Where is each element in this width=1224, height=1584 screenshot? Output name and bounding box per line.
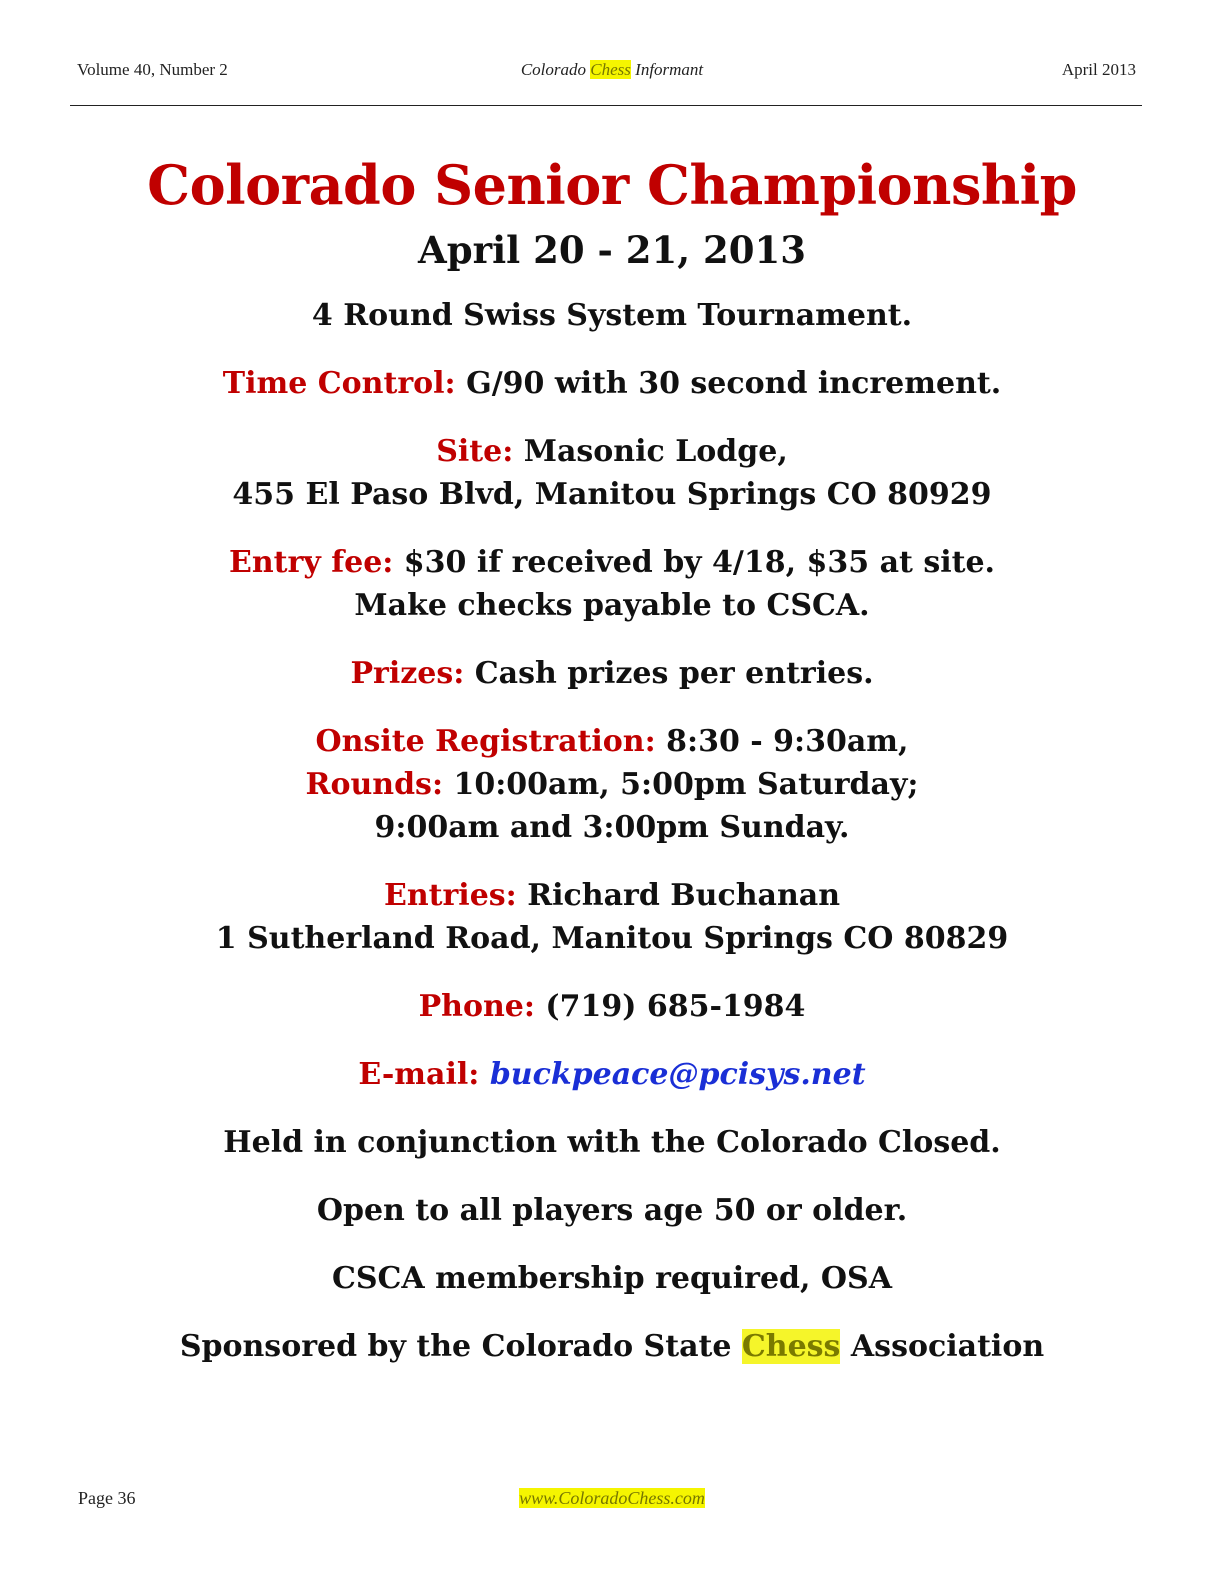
header-publication xyxy=(0,60,1224,80)
rounds-line2: 9:00am and 3:00pm Sunday. xyxy=(374,810,850,846)
time-control xyxy=(0,362,1224,405)
prizes-info xyxy=(0,652,1224,695)
rounds-label: Rounds: xyxy=(305,767,444,803)
sponsor-highlight: Chess xyxy=(741,1329,841,1365)
site-label: Site: xyxy=(436,434,514,470)
header-volume: Volume 40, Number 2 xyxy=(77,60,228,79)
prizes-value: Cash prizes per entries. xyxy=(464,656,874,692)
tournament-format: 4 Round Swiss System Tournament. xyxy=(311,298,913,334)
entry-fee-label: Entry fee: xyxy=(228,545,394,581)
footer-website-wrap xyxy=(0,1488,1224,1509)
entries-contact: Richard Buchanan xyxy=(516,878,841,914)
entries-label: Entries: xyxy=(383,878,517,914)
site-name: Masonic Lodge, xyxy=(513,434,788,470)
email-link[interactable]: buckpeace@pcisys.net xyxy=(489,1057,866,1093)
note-membership: CSCA membership required, OSA xyxy=(331,1261,892,1297)
entry-fee-info xyxy=(0,541,1224,627)
flyer-content xyxy=(0,150,1224,1393)
rounds-value: 10:00am, 5:00pm Saturday; xyxy=(443,767,919,803)
time-control-value: G/90 with 30 second increment. xyxy=(455,366,1002,402)
header-publication-post: Informant xyxy=(630,60,704,79)
footer-website-link[interactable]: www.ColoradoChess.com xyxy=(519,1488,705,1508)
site-address: 455 El Paso Blvd, Manitou Springs CO 80929 xyxy=(232,477,992,513)
entries-address: 1 Sutherland Road, Manitou Springs CO 80829 xyxy=(215,921,1009,957)
time-control-label: Time Control: xyxy=(222,366,456,402)
registration-label: Onsite Registration: xyxy=(315,724,656,760)
phone-value: (719) 685-1984 xyxy=(534,989,806,1025)
sponsor-pre: Sponsored by the Colorado State xyxy=(179,1329,742,1365)
sponsor-post: Association xyxy=(840,1329,1045,1365)
email-info xyxy=(0,1053,1224,1096)
header-divider xyxy=(70,105,1142,106)
note-conjunction: Held in conjunction with the Colorado Closed. xyxy=(223,1125,1001,1161)
header-publication-pre: Colorado xyxy=(520,60,591,79)
event-dates: April 20 - 21, 2013 xyxy=(418,228,806,273)
sponsor-line xyxy=(0,1325,1224,1368)
prizes-label: Prizes: xyxy=(350,656,465,692)
page-title: Colorado Senior Championship xyxy=(147,153,1077,217)
note-eligibility: Open to all players age 50 or older. xyxy=(316,1193,908,1229)
email-label: E-mail: xyxy=(358,1057,480,1093)
entries-info xyxy=(0,874,1224,960)
header-date: April 2013 xyxy=(1061,60,1136,79)
phone-info xyxy=(0,985,1224,1028)
registration-value: 8:30 - 9:30am, xyxy=(655,724,909,760)
header-publication-highlight: Chess xyxy=(590,60,631,79)
phone-label: Phone: xyxy=(418,989,535,1025)
entry-fee-note: Make checks payable to CSCA. xyxy=(354,588,870,624)
footer-page-number: Page 36 xyxy=(78,1488,136,1508)
entry-fee-value: $30 if received by 4/18, $35 at site. xyxy=(393,545,995,581)
schedule-info xyxy=(0,720,1224,849)
site-info xyxy=(0,430,1224,516)
